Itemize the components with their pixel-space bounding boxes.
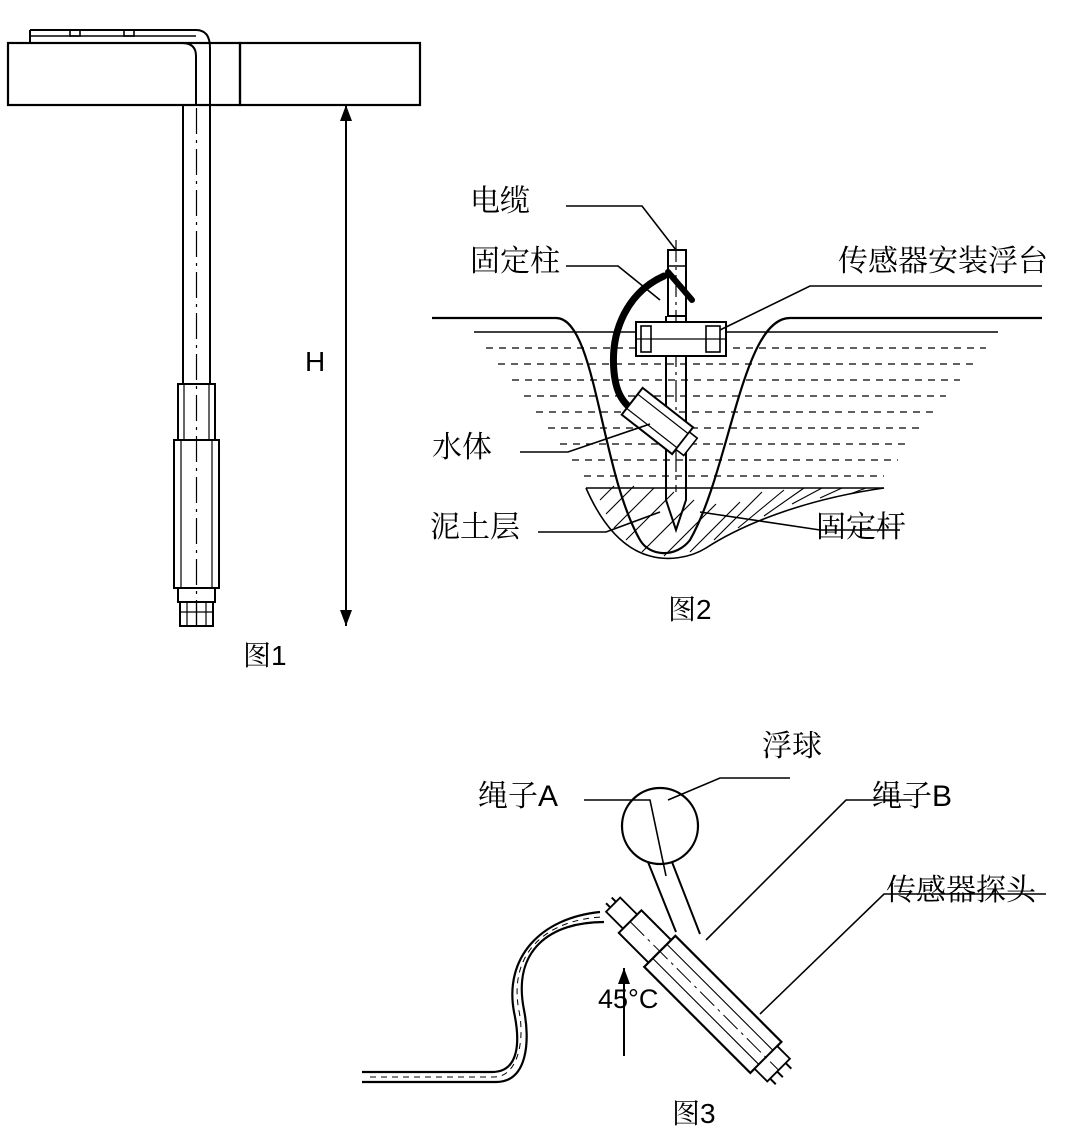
fig1-right-block [240,43,420,105]
fig2-label-cable: 电缆 [470,185,530,218]
fig1-caption: 图1 [243,640,287,671]
fig3-leader-probe [760,894,1046,1014]
fig2-leader-mud [538,512,660,532]
fig3-cable-outer [362,912,600,1072]
fig3-leader-rope-b [706,800,912,940]
fig2-label-water: 水体 [432,431,492,464]
fig2-leader-cable [566,206,676,250]
figure1-group [8,30,420,630]
fig1-dimension-label: H [305,346,326,377]
fig1-left-block [8,43,240,105]
fig3-label-rope-a: 绳子A [478,780,559,813]
fig2-caption: 图2 [668,594,712,625]
fig2-label-mud: 泥土层 [430,511,520,544]
fig3-leader-ball [668,778,790,800]
figure3-group [362,778,1046,1091]
fig3-label-sensor-probe: 传感器探头 [886,874,1036,907]
fig2-label-fixed-rod: 固定杆 [816,511,906,544]
fig2-label-float-platform: 传感器安装浮台 [838,245,1048,278]
fig2-leader-platform [720,286,1042,330]
fig3-cable-outer2 [362,922,604,1082]
fig3-label-float-ball: 浮球 [762,730,822,763]
fig3-label-angle: 45°C [598,984,659,1014]
fig2-label-fixed-column: 固定柱 [470,245,560,278]
fig3-caption: 图3 [672,1098,716,1129]
fig3-label-rope-b: 绳子B [872,780,953,813]
